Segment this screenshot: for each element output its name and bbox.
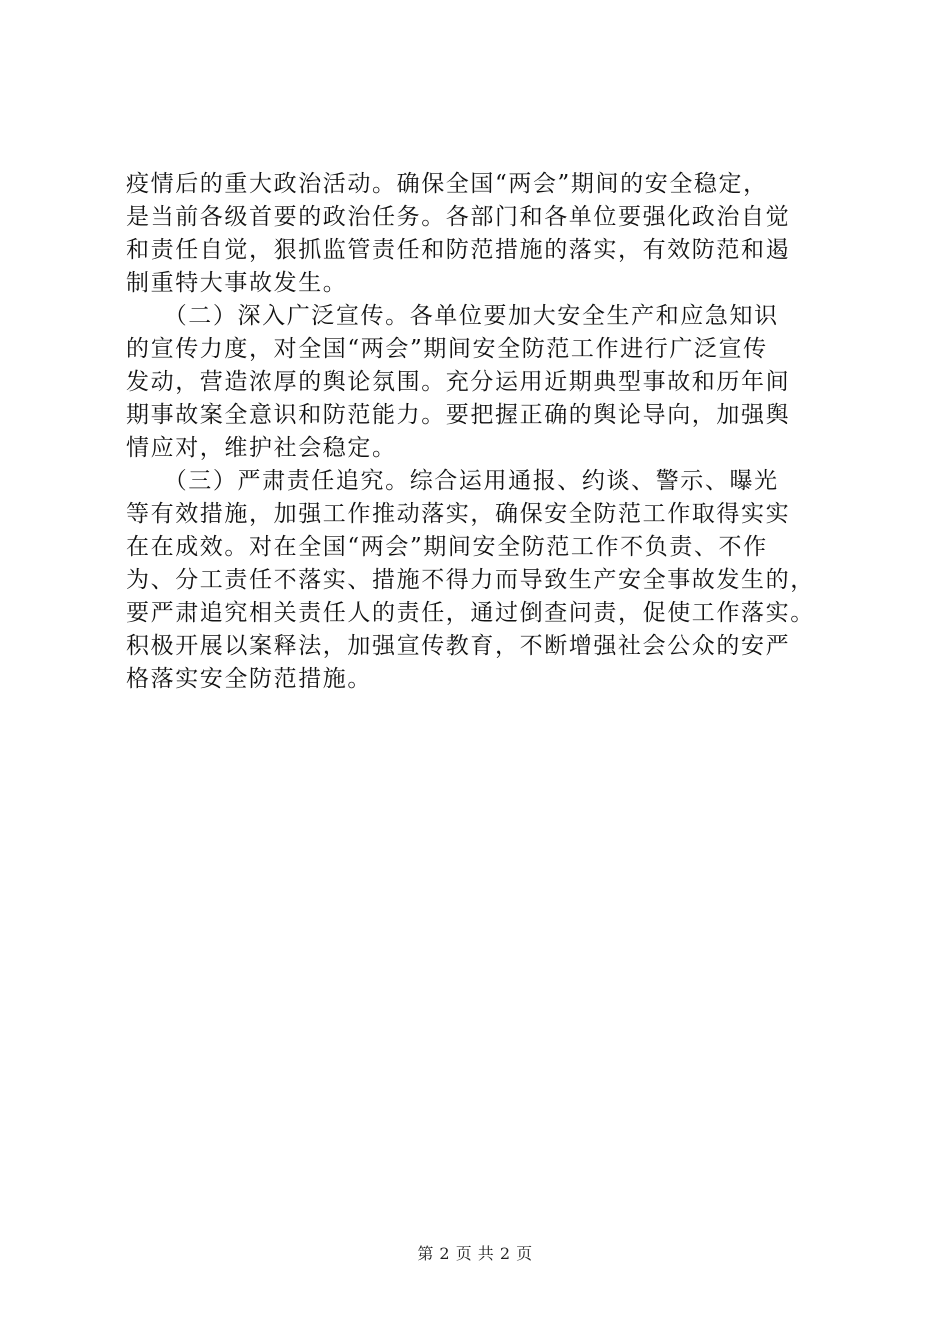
body-line: 和责任自觉，狠抓监管责任和防范措施的落实，有效防范和遏 <box>126 237 791 263</box>
page-number-label: 第 2 页 共 2 页 <box>417 1244 533 1263</box>
body-line: 在在成效。对在全国“两会”期间安全防范工作不负责、不作 <box>126 534 768 560</box>
body-line: 期事故案全意识和防范能力。要把握正确的舆论导向，加强舆 <box>126 402 791 428</box>
body-line: 要严肃追究相关责任人的责任，通过倒查问责，促使工作落实。 <box>126 600 815 626</box>
body-line: 情应对，维护社会稳定。 <box>126 435 397 461</box>
body-line: 积极开展以案释法，加强宣传教育，不断增强社会公众的安严 <box>126 633 791 659</box>
page-footer <box>0 1243 950 1265</box>
body-line: 为、分工责任不落实、措施不得力而导致生产安全事故发生的， <box>126 567 815 593</box>
body-line: 格落实安全防范措施。 <box>126 666 372 692</box>
body-line: （二）深入广泛宣传。各单位要加大安全生产和应急知识 <box>126 303 779 329</box>
body-line: 疫情后的重大政治活动。确保全国“两会”期间的安全稳定， <box>126 171 768 197</box>
body-line: 的宣传力度，对全国“两会”期间安全防范工作进行广泛宣传 <box>126 336 768 362</box>
body-line: （三）严肃责任追究。综合运用通报、约谈、警示、曝光 <box>126 468 779 494</box>
body-line: 等有效措施，加强工作推动落实，确保安全防范工作取得实实 <box>126 501 791 527</box>
body-line: 发动，营造浓厚的舆论氛围。充分运用近期典型事故和历年间 <box>126 369 791 395</box>
body-line: 制重特大事故发生。 <box>126 270 348 296</box>
body-line: 是当前各级首要的政治任务。各部门和各单位要强化政治自觉 <box>126 204 791 230</box>
document-body <box>126 168 836 696</box>
